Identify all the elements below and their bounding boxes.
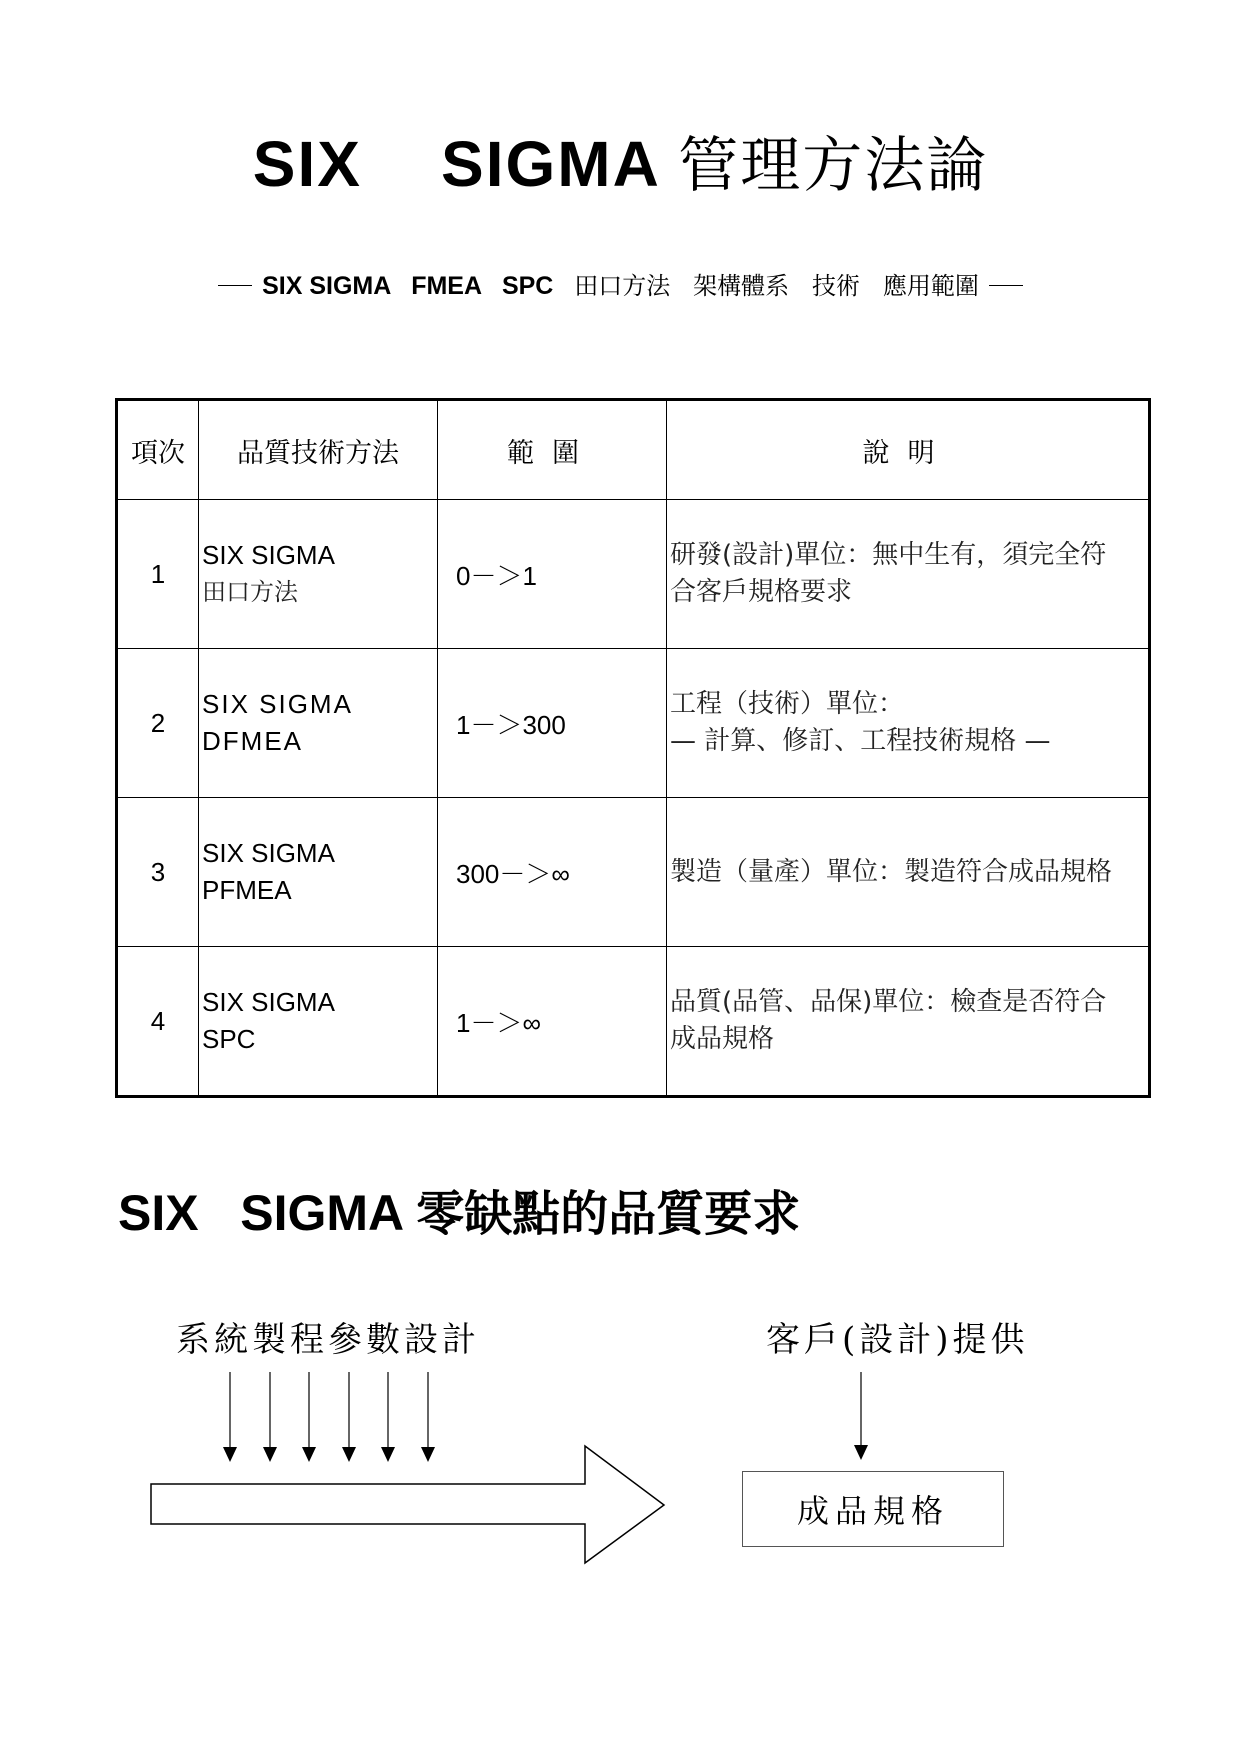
row-number: 4: [117, 947, 199, 1097]
method-line2: PFMEA: [202, 875, 292, 905]
method-line2: SPC: [202, 1024, 256, 1054]
row-range: 300－＞∞: [438, 798, 667, 947]
row-range: 1－＞∞: [438, 947, 667, 1097]
method-line2: 田口方法: [202, 578, 298, 606]
desc-line1: 品質(品管、品保)單位：檢查是否符合: [670, 987, 1107, 1017]
arrowhead-icon: [263, 1447, 277, 1462]
arrowhead-icon: [302, 1447, 316, 1462]
customer-provided-label: 客戶(設計)提供: [766, 1320, 1029, 1360]
subtitle-zh: 田口方法 架構體系 技術 應用範圍: [574, 272, 979, 300]
section-title-latin: SIX SIGMA: [118, 1185, 403, 1241]
method-line1: SIX SIGMA: [202, 689, 353, 719]
method-line1: SIX SIGMA: [202, 838, 335, 868]
arrowhead-icon: [381, 1447, 395, 1462]
section-title-zh: 零缺點的品質要求: [416, 1186, 801, 1242]
arrowhead-icon: [342, 1447, 356, 1462]
desc-line1: 製造（量產）單位：製造符合成品規格: [670, 856, 1113, 887]
row-number: 2: [117, 649, 199, 798]
header-method: 品質技術方法: [199, 400, 438, 500]
row-range: 1－＞300: [438, 649, 667, 798]
desc-line1: 工程（技術）單位：: [670, 689, 905, 719]
desc-line1: 研發(設計)單位：無中生有，須完全符: [670, 540, 1107, 570]
page-title-latin: SIX SIGMA: [252, 128, 659, 200]
big-right-arrow-icon: [151, 1446, 664, 1563]
row-range: 0－＞1: [438, 500, 667, 649]
desc-line2: 合客戶規格要求: [670, 577, 853, 607]
method-line1: SIX SIGMA: [202, 540, 335, 570]
parameter-arrows: [223, 1372, 868, 1462]
process-parameters-label: 系統製程參數設計: [176, 1320, 480, 1360]
header-description: 說明: [667, 400, 1150, 500]
desc-line2: 成品規格: [670, 1024, 775, 1054]
header-item-no: 項次: [117, 400, 199, 500]
arrowhead-icon: [223, 1447, 237, 1462]
page-title-zh: 管理方法論: [678, 131, 989, 201]
product-spec-box: 成品規格: [742, 1471, 1004, 1547]
row-number: 3: [117, 798, 199, 947]
method-line2: DFMEA: [202, 726, 303, 756]
method-line1: SIX SIGMA: [202, 987, 335, 1017]
header-range: 範圍: [438, 400, 667, 500]
desc-line2: — 計算、修訂、工程技術規格 —: [670, 726, 1051, 756]
subtitle-latin: SIX SIGMA FMEA SPC: [262, 272, 554, 300]
arrowhead-icon: [854, 1445, 868, 1460]
row-number: 1: [117, 500, 199, 649]
arrowhead-icon: [421, 1447, 435, 1462]
